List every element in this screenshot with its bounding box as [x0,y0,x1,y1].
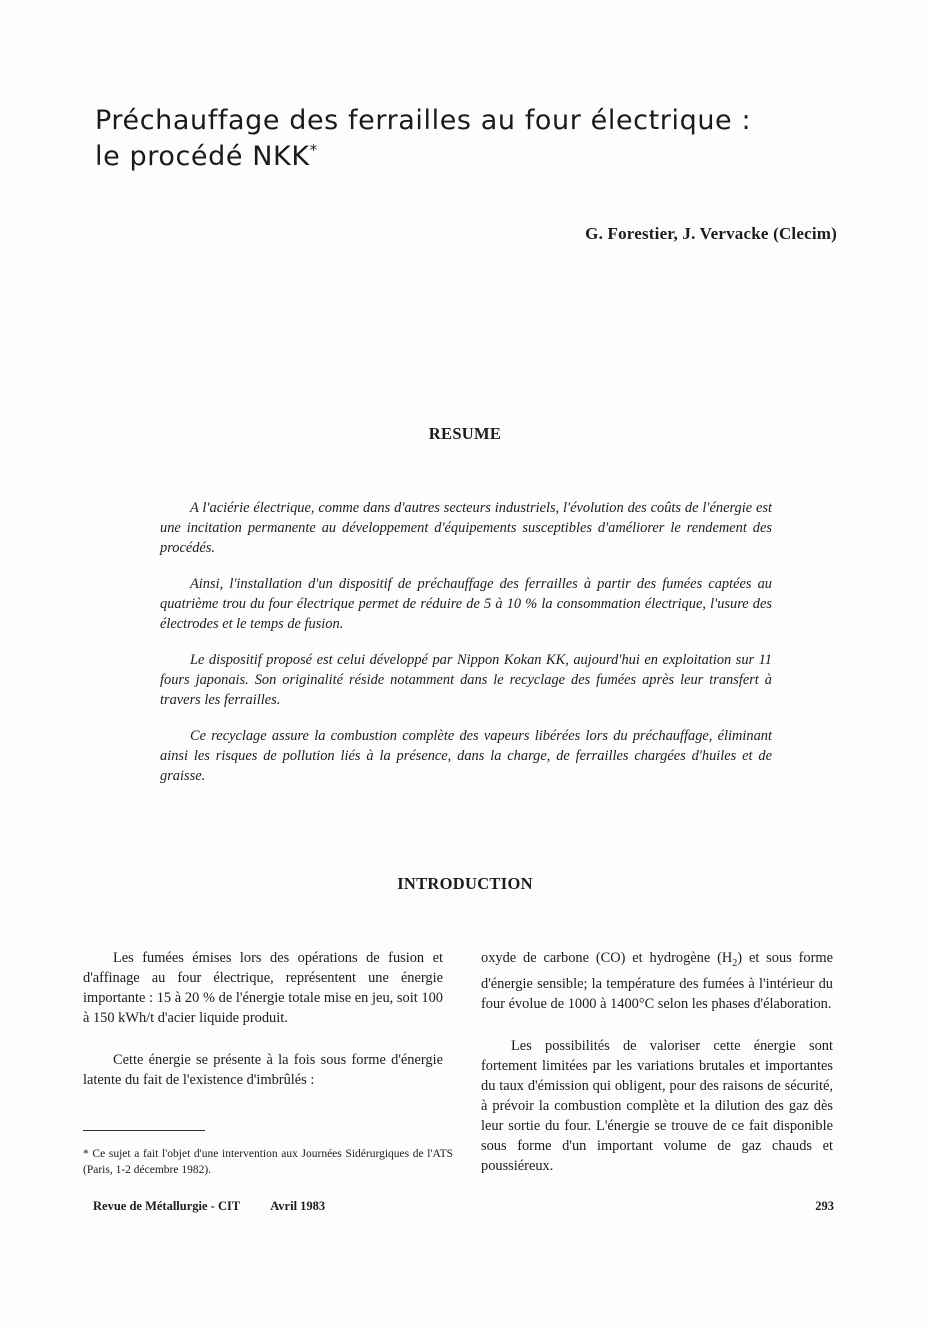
title-line-1: Préchauffage des ferrailles au four électrique : [95,105,752,136]
page-footer-journal [93,1199,325,1214]
intro-paragraph-2-continued [481,948,833,1014]
intro-paragraph-3: Les possibilités de valoriser cette énergie sont fortement limitées par les variations brutales et importantes du taux d'émission qui obligent, pour des raisons de sécurité, à prévoir la combustion complète et la dilution des gaz dès leur sortie du four. L'énergie se trouve de ce fait disponible sous forme d'un important volume de gaz chauds et poussiéreux. [481,1037,833,1174]
resume-paragraph-2: Ainsi, l'installation d'un dispositif de préchauffage des ferrailles à partir des fumées captées au quatrième trou du four électrique permet de réduire de 5 à 10 % la consommation électrique, l'usure des électrodes et le temps de fusion. [160,576,772,632]
resume-abstract [160,498,772,802]
footnote: * Ce sujet a fait l'objet d'une intervention aux Journées Sidérurgiques de l'ATS (Paris, 1-2 décembre 1982). [83,1148,453,1176]
resume-heading: RESUME [428,424,502,443]
article-authors: G. Forestier, J. Vervacke (Clecim) [585,224,837,243]
resume-paragraph-4: Ce recyclage assure la combustion complète des vapeurs libérées lors du préchauffage, éliminant ainsi les risques de pollution liés à la présence, dans la charge, de ferrailles chargées d'huiles et de graisse. [160,728,772,784]
article-title [95,103,855,175]
intro-paragraph-2: Cette énergie se présente à la fois sous forme d'énergie latente du fait de l'existence d'imbrûlés : [83,1052,443,1088]
intro-p2-text-a: oxyde de carbone (CO) et hydrogène (H [481,950,733,966]
intro-paragraph-1: Les fumées émises lors des opérations de fusion et d'affinage au four électrique, représentent une énergie importante : 15 à 20 % de l'énergie totale mise en jeu, soit 100 à 150 kWh/t d'acier liquide produit. [83,950,443,1026]
issue-date: Avril 1983 [270,1199,326,1213]
page-number: 293 [815,1199,834,1213]
introduction-heading: INTRODUCTION [397,874,533,893]
footnote-divider [83,1130,205,1131]
intro-p2-text-b: ) et sous forme d'énergie sensible; la température des fumées à l'intérieur du four évolue de 1000 à 1400°C selon les phases d'élaboration. [481,950,833,1012]
journal-name: Revue de Métallurgie - CIT [93,1199,241,1213]
title-line-2: le procédé NKK [95,141,310,172]
title-footnote-mark: * [309,141,318,159]
resume-paragraph-3: Le dispositif proposé est celui développé par Nippon Kokan KK, aujourd'hui en exploitation sur 11 fours japonais. Son originalité réside notamment dans le recyclage des fumées après leur transfert à travers les ferrailles. [160,652,772,708]
resume-paragraph-1: A l'aciérie électrique, comme dans d'autres secteurs industriels, l'évolution des coûts de l'énergie est une incitation permanente au développement d'équipements susceptibles d'améliorer le rendement des procédés. [160,500,772,556]
introduction-right-column [481,948,833,1198]
introduction-left-column [83,948,443,1112]
hydrogen-subscript: 2 [732,957,738,969]
